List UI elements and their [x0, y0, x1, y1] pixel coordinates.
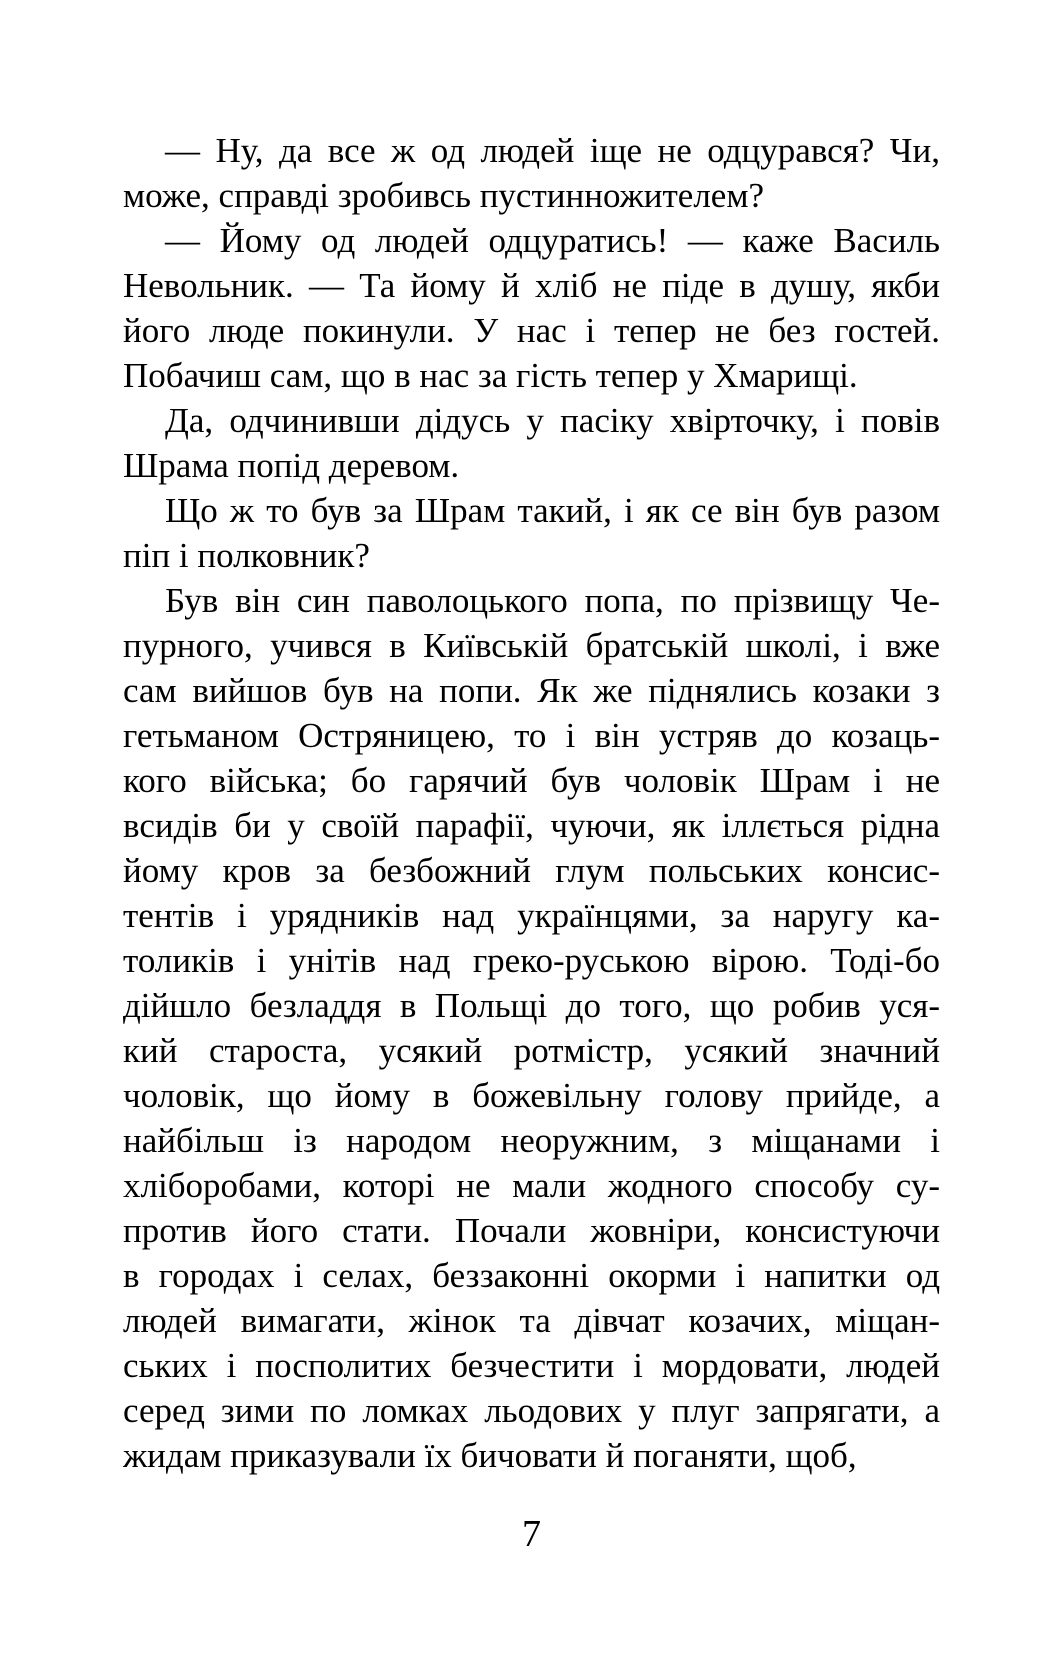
- text-line: в городах і селах, беззаконні окорми і напитки од: [123, 1256, 940, 1295]
- text-line: Побачиш сам, що в нас за гість тепер у Хмарищі.: [123, 356, 858, 395]
- text-line: хліборобами, которі не мали жодного способу су-: [123, 1166, 940, 1205]
- text-line: — Йому од людей одцуратись! — каже Василь: [165, 221, 940, 260]
- text-line: серед зими по ломках льодових у плуг запрягати, а: [123, 1391, 940, 1430]
- text-line: піп і полковник?: [123, 536, 370, 575]
- text-line: толиків і унітів над греко-руською вірою. Тоді-бо: [123, 941, 940, 980]
- text-line: гетьманом Остряницею, то і він устряв до козаць-: [123, 716, 940, 755]
- text-line: кого війська; бо гарячий був чоловік Шрам і не: [123, 761, 940, 800]
- text-line: Був він син паволоцького попа, по прізвищу Че-: [165, 581, 940, 620]
- text-line: може, справді зробивсь пустинножителем?: [123, 176, 765, 215]
- text-line: тентів і урядників над українцями, за наругу ка-: [123, 896, 940, 935]
- paragraph: [123, 578, 940, 1478]
- paragraph: [123, 218, 940, 398]
- text-line: чоловік, що йому в божевільну голову прийде, а: [123, 1076, 940, 1115]
- text-line: пурного, учився в Київській братській школі, і вже: [123, 626, 940, 665]
- text-line: Шрама попід деревом.: [123, 446, 460, 485]
- text-line: сам вийшов був на попи. Як же піднялись козаки з: [123, 671, 940, 710]
- page-text: [123, 128, 940, 1478]
- text-line: найбільш із народом неоружним, з міщанами і: [123, 1121, 940, 1160]
- text-line: жидам приказували їх бичовати й поганяти, щоб,: [123, 1436, 857, 1475]
- text-line: — Ну, да все ж од людей іще не одцурався? Чи,: [165, 131, 940, 170]
- page-number: 7: [522, 1513, 541, 1555]
- text-line: дійшло безладдя в Польщі до того, що робив уся-: [123, 986, 940, 1025]
- paragraph: [123, 488, 940, 578]
- paragraph: [123, 128, 940, 218]
- text-line: людей вимагати, жінок та дівчат козачих, міщан-: [123, 1301, 940, 1340]
- paragraph: [123, 398, 940, 488]
- text-line: його люде покинули. У нас і тепер не без гостей.: [123, 311, 940, 350]
- text-line: кий староста, усякий ротмістр, усякий значний: [123, 1031, 940, 1070]
- text-line: против його стати. Почали жовніри, консистуючи: [123, 1211, 940, 1250]
- text-line: ських і посполитих безчестити і мордовати, людей: [123, 1346, 940, 1385]
- text-line: Да, одчинивши дідусь у пасіку хвірточку, і повів: [165, 401, 940, 440]
- text-line: Невольник. — Та йому й хліб не піде в душу, якби: [123, 266, 940, 305]
- text-line: всидів би у своїй парафії, чуючи, як іллється рідна: [123, 806, 940, 845]
- text-line: Що ж то був за Шрам такий, і як се він був разом: [165, 491, 940, 530]
- text-line: йому кров за безбожний глум польських консис-: [123, 851, 940, 890]
